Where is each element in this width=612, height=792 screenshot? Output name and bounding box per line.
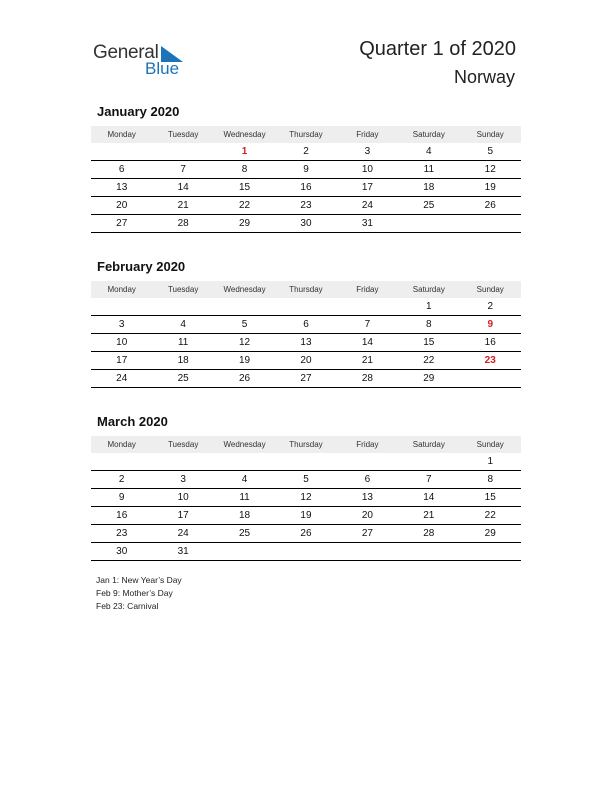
day-cell: 5 [241,319,248,330]
week-row [91,543,521,561]
day-cell: 26 [238,373,251,384]
day-cell: 10 [116,337,128,348]
month-title: January 2020 [97,104,180,119]
week-row [91,143,521,161]
day-cell: 11 [177,337,189,348]
day-cell: 26 [300,528,312,539]
day-cell: 12 [484,164,496,175]
day-cell: 28 [423,528,435,539]
day-cell: 15 [484,492,496,503]
day-cell: 20 [361,510,373,521]
holiday-note: Feb 9: Mother’s Day [96,588,173,598]
day-cell: 27 [300,373,312,384]
day-cell: 6 [303,319,309,330]
weekday-label: Friday [356,285,379,294]
weekday-label: Wednesday [223,440,266,449]
day-cell: 14 [177,182,189,193]
week-row [91,316,521,334]
day-cell: 18 [423,182,435,193]
weekday-header-row [91,126,521,143]
weekday-label: Saturday [412,130,445,139]
page-title: Quarter 1 of 2020 [359,38,516,60]
day-cell: 24 [116,373,128,384]
month-title: March 2020 [97,414,168,429]
logo-general-text: General [93,42,159,63]
day-cell: 17 [177,510,189,521]
day-cell: 15 [423,337,435,348]
week-row [91,525,521,543]
weekday-label: Sunday [476,440,504,449]
weekday-label: Monday [107,440,136,449]
day-cell: 20 [116,200,128,211]
day-cell: 8 [426,319,432,330]
calendar-grid [91,126,521,233]
weekday-label: Sunday [476,130,504,139]
day-cell: 27 [116,218,128,229]
day-cell: 8 [241,164,248,175]
day-cell: 18 [177,355,189,366]
day-cell: 25 [423,200,435,211]
day-cell: 24 [177,528,189,539]
day-cell: 23 [300,200,312,211]
day-cell: 28 [361,373,373,384]
day-cell: 11 [423,164,435,175]
day-cell: 9 [303,164,309,175]
day-cell: 7 [364,319,371,330]
day-cell: 10 [361,164,373,175]
week-row [91,298,521,316]
weekday-label: Monday [107,285,136,294]
week-row [91,179,521,197]
day-cell: 22 [484,510,496,521]
day-cell: 17 [116,355,128,366]
day-cell: 19 [238,355,251,366]
week-row [91,161,521,179]
weekday-label: Wednesday [223,130,266,139]
weekday-header-row [91,436,521,453]
day-cell: 11 [239,492,250,503]
day-cell: 7 [426,474,432,485]
calendar-grid [91,281,521,388]
day-cell: 6 [364,474,371,485]
day-cell: 1 [241,146,248,157]
day-cell: 19 [300,510,312,521]
day-cell: 2 [118,474,125,485]
day-cell: 4 [426,146,432,157]
day-cell: 3 [364,146,371,157]
weekday-label: Friday [356,440,379,449]
day-cell: 30 [300,218,312,229]
day-cell: 14 [423,492,435,503]
holiday-note: Jan 1: New Year’s Day [96,575,182,585]
day-cell: 8 [487,474,494,485]
weekday-label: Thursday [289,440,323,449]
day-cell: 21 [423,510,435,521]
week-row [91,197,521,215]
day-cell: 16 [300,182,312,193]
day-cell: 25 [177,373,189,384]
day-cell: 25 [238,528,251,539]
day-cell: 2 [303,146,309,157]
day-cell: 18 [238,510,251,521]
holiday-note: Feb 23: Carnival [96,601,159,611]
weekday-label: Saturday [412,440,445,449]
logo-blue-text: Blue [145,59,180,78]
day-cell: 20 [300,355,312,366]
day-cell: 6 [118,164,125,175]
day-cell: 22 [238,200,251,211]
day-cell: 29 [238,218,251,229]
day-cell: 12 [238,337,251,348]
day-cell: 1 [426,301,432,312]
week-row [91,471,521,489]
day-cell: 4 [241,474,248,485]
day-cell: 12 [300,492,312,503]
weekday-label: Friday [356,130,379,139]
month-february [91,259,521,388]
calendar-grid [91,436,521,561]
holiday-notes [96,574,182,613]
country-name: Norway [453,67,515,87]
day-cell: 3 [118,319,125,330]
day-cell: 28 [177,218,189,229]
day-cell: 31 [177,546,189,557]
weekday-label: Monday [107,130,136,139]
day-cell: 13 [300,337,312,348]
month-title: February 2020 [97,259,186,274]
week-row [91,489,521,507]
week-row [91,215,521,233]
month-january [91,104,521,233]
weekday-label: Thursday [289,285,323,294]
weekday-label: Thursday [289,130,323,139]
day-cell: 23 [116,528,128,539]
weekday-label: Tuesday [167,130,199,139]
day-cell: 29 [484,528,496,539]
day-cell: 23 [484,355,496,366]
day-cell: 29 [423,373,435,384]
week-row [91,352,521,370]
day-cell: 2 [487,301,494,312]
day-cell: 4 [180,319,186,330]
day-cell: 17 [361,182,373,193]
week-row [91,507,521,525]
day-cell: 13 [361,492,373,503]
weekday-header-row [91,281,521,298]
day-cell: 7 [180,164,186,175]
day-cell: 14 [361,337,373,348]
day-cell: 31 [361,218,373,229]
day-cell: 10 [177,492,189,503]
week-row [91,370,521,388]
weekday-label: Tuesday [167,440,199,449]
day-cell: 5 [303,474,309,485]
day-cell: 27 [361,528,373,539]
day-cell: 1 [487,456,494,467]
day-cell: 15 [238,182,251,193]
day-cell: 16 [116,510,128,521]
weekday-label: Wednesday [223,285,266,294]
logo [93,40,193,80]
day-cell: 3 [180,474,186,485]
day-cell: 22 [423,355,435,366]
day-cell: 30 [116,546,128,557]
week-row [91,453,521,471]
day-cell: 24 [361,200,373,211]
weekday-label: Saturday [412,285,445,294]
day-cell: 5 [487,146,494,157]
day-cell: 19 [484,182,496,193]
month-march [91,414,521,561]
weekday-label: Sunday [476,285,504,294]
day-cell: 21 [361,355,373,366]
day-cell: 9 [487,319,494,330]
day-cell: 13 [116,182,128,193]
day-cell: 26 [484,200,496,211]
weekday-label: Tuesday [167,285,199,294]
day-cell: 21 [177,200,189,211]
day-cell: 16 [484,337,496,348]
day-cell: 9 [118,492,125,503]
week-row [91,334,521,352]
